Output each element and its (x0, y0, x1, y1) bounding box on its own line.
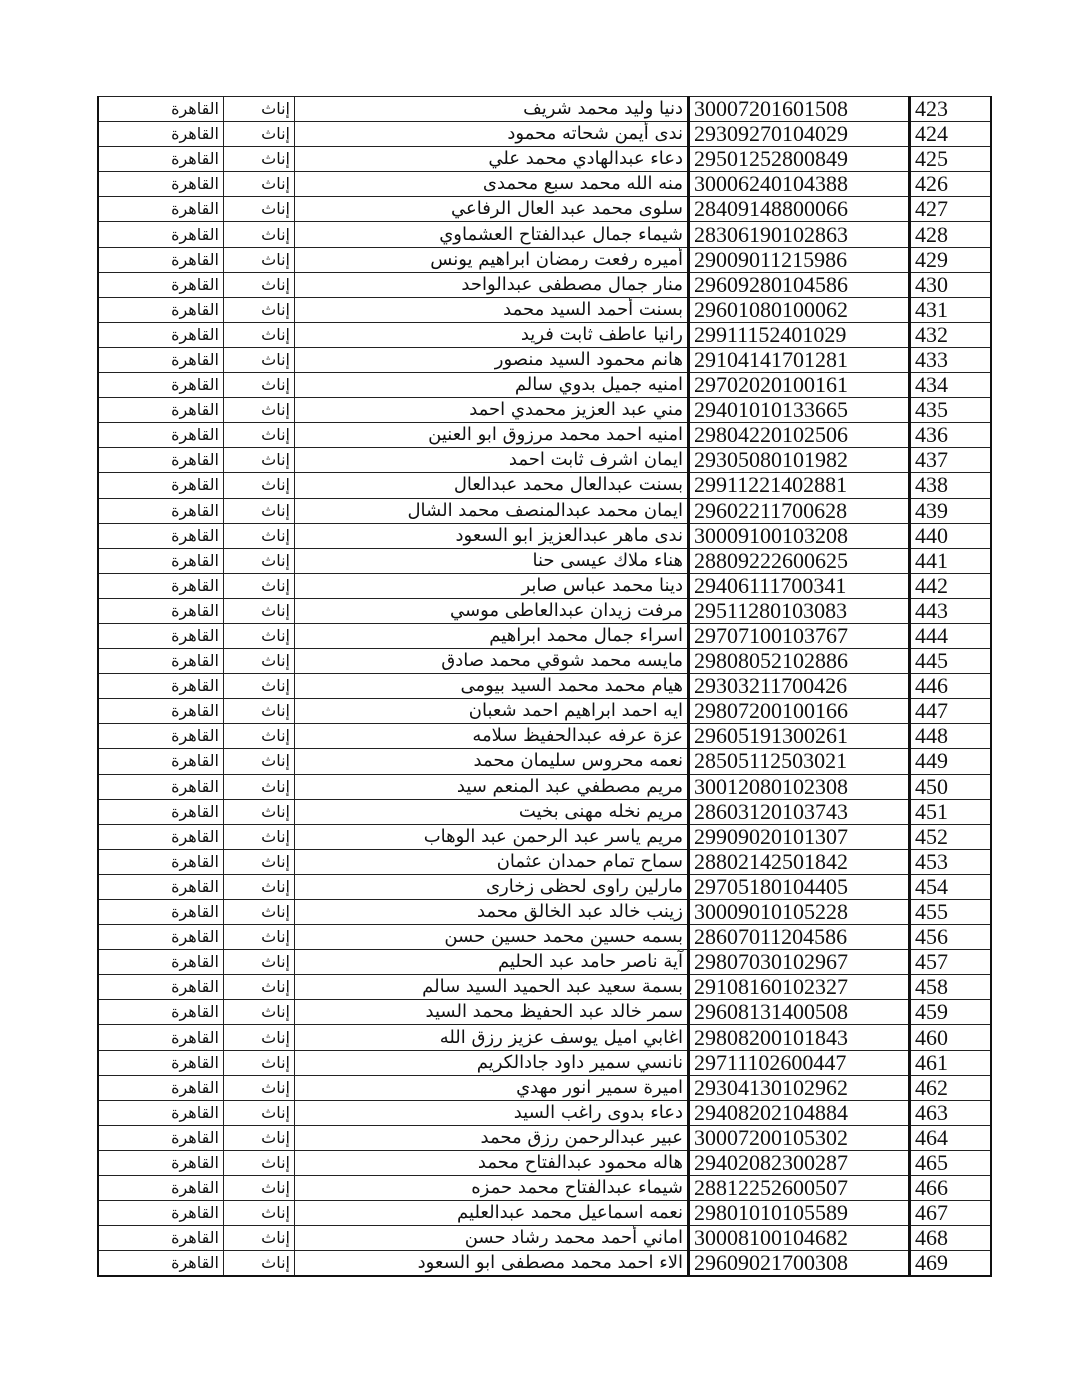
person-name-cell: ايمان محمد عبدالمنصف محمد الشال (295, 498, 689, 523)
table-row (98, 1201, 991, 1226)
row-number-cell: 445 (910, 649, 992, 674)
row-number-cell: 459 (910, 1000, 992, 1025)
national-id-cell: 28812252600507 (689, 1176, 910, 1201)
row-number-cell: 467 (910, 1201, 992, 1226)
city-cell: القاهرة (98, 925, 224, 950)
table-row (98, 598, 991, 623)
city-cell: القاهرة (98, 147, 224, 172)
city-cell: القاهرة (98, 824, 224, 849)
national-id-cell: 29501252800849 (689, 147, 910, 172)
national-id-cell: 29511280103083 (689, 598, 910, 623)
national-id-cell: 29807200100166 (689, 699, 910, 724)
person-name-cell: سمر خالد عبد الحفيظ محمد السيد (295, 1000, 689, 1025)
row-number-cell: 455 (910, 900, 992, 925)
city-cell: القاهرة (98, 498, 224, 523)
person-name-cell: رانيا عاطف ثابت فريد (295, 322, 689, 347)
row-number-cell: 434 (910, 373, 992, 398)
table-row (98, 448, 991, 473)
row-number-cell: 425 (910, 147, 992, 172)
gender-cell: إناث (224, 122, 295, 147)
person-name-cell: مريم ياسر عبد الرحمن عبد الوهاب (295, 824, 689, 849)
table-row (98, 272, 991, 297)
gender-cell: إناث (224, 975, 295, 1000)
gender-cell: إناث (224, 398, 295, 423)
row-number-cell: 446 (910, 674, 992, 699)
national-id-cell: 29911221402881 (689, 473, 910, 498)
table-row (98, 347, 991, 372)
table-row (98, 222, 991, 247)
gender-cell: إناث (224, 774, 295, 799)
person-name-cell: شيماء جمال عبدالفتاح العشماوي (295, 222, 689, 247)
row-number-cell: 450 (910, 774, 992, 799)
table-row (98, 774, 991, 799)
table-row (98, 849, 991, 874)
person-name-cell: دينا محمد عباس صابر (295, 573, 689, 598)
table-row (98, 498, 991, 523)
city-cell: القاهرة (98, 197, 224, 222)
row-number-cell: 437 (910, 448, 992, 473)
person-name-cell: اماني أحمد محمد رشاد حسن (295, 1226, 689, 1251)
gender-cell: إناث (224, 674, 295, 699)
national-id-cell: 29804220102506 (689, 423, 910, 448)
table-row (98, 1025, 991, 1050)
table-row (98, 423, 991, 448)
national-id-cell: 29601080100062 (689, 297, 910, 322)
city-cell: القاهرة (98, 649, 224, 674)
gender-cell: إناث (224, 473, 295, 498)
city-cell: القاهرة (98, 1150, 224, 1175)
row-number-cell: 452 (910, 824, 992, 849)
national-id-cell: 28306190102863 (689, 222, 910, 247)
person-name-cell: بسمة سعيد عبد الحميد السيد سالم (295, 975, 689, 1000)
row-number-cell: 441 (910, 548, 992, 573)
gender-cell: إناث (224, 1176, 295, 1201)
gender-cell: إناث (224, 699, 295, 724)
table-row (98, 398, 991, 423)
city-cell: القاهرة (98, 1050, 224, 1075)
national-id-cell: 29711102600447 (689, 1050, 910, 1075)
national-id-cell: 29801010105589 (689, 1201, 910, 1226)
person-name-cell: بسنت عبدالعال محمد عبدالعال (295, 473, 689, 498)
city-cell: القاهرة (98, 1025, 224, 1050)
row-number-cell: 466 (910, 1176, 992, 1201)
gender-cell: إناث (224, 97, 295, 122)
table-row (98, 1125, 991, 1150)
city-cell: القاهرة (98, 975, 224, 1000)
person-name-cell: ندى ماهر عبدالعزيز ابو السعود (295, 523, 689, 548)
person-name-cell: سلوى محمد عبد العال الرفاعي (295, 197, 689, 222)
table-row (98, 1150, 991, 1175)
table-row (98, 473, 991, 498)
person-name-cell: نعمه محروس سليمان محمد (295, 749, 689, 774)
gender-cell: إناث (224, 1251, 295, 1277)
national-id-cell: 29609021700308 (689, 1251, 910, 1277)
table-row (98, 147, 991, 172)
table-row (98, 900, 991, 925)
city-cell: القاهرة (98, 1226, 224, 1251)
row-number-cell: 439 (910, 498, 992, 523)
national-id-cell: 29408202104884 (689, 1100, 910, 1125)
table-row (98, 1050, 991, 1075)
person-name-cell: نانسي سمير داود جادالكريم (295, 1050, 689, 1075)
row-number-cell: 448 (910, 724, 992, 749)
national-id-cell: 29808200101843 (689, 1025, 910, 1050)
person-name-cell: ندى أيمن شحاته محمود (295, 122, 689, 147)
national-id-cell: 30009010105228 (689, 900, 910, 925)
gender-cell: إناث (224, 1125, 295, 1150)
table-row (98, 649, 991, 674)
table-row (98, 548, 991, 573)
national-id-cell: 29808052102886 (689, 649, 910, 674)
person-name-cell: عبير عبدالرحمن رزق محمد (295, 1125, 689, 1150)
gender-cell: إناث (224, 1100, 295, 1125)
gender-cell: إناث (224, 272, 295, 297)
city-cell: القاهرة (98, 674, 224, 699)
gender-cell: إناث (224, 197, 295, 222)
table-row (98, 1176, 991, 1201)
gender-cell: إناث (224, 523, 295, 548)
city-cell: القاهرة (98, 172, 224, 197)
person-name-cell: اسراء جمال محمد ابراهيم (295, 623, 689, 648)
gender-cell: إناث (224, 824, 295, 849)
person-name-cell: مريم نخله مهنى بخيت (295, 799, 689, 824)
national-id-cell: 28505112503021 (689, 749, 910, 774)
national-id-cell: 29605191300261 (689, 724, 910, 749)
gender-cell: إناث (224, 749, 295, 774)
person-name-cell: هاله محمود عبدالفتاح محمد (295, 1150, 689, 1175)
national-id-cell: 29402082300287 (689, 1150, 910, 1175)
person-name-cell: منار جمال مصطفى عبدالواحد (295, 272, 689, 297)
national-id-cell: 29104141701281 (689, 347, 910, 372)
gender-cell: إناث (224, 950, 295, 975)
row-number-cell: 438 (910, 473, 992, 498)
gender-cell: إناث (224, 1150, 295, 1175)
city-cell: القاهرة (98, 1176, 224, 1201)
table-row (98, 322, 991, 347)
person-name-cell: الاء احمد محمد مصطفى ابو السعود (295, 1251, 689, 1277)
row-number-cell: 427 (910, 197, 992, 222)
person-name-cell: منه الله محمد سبع محمدى (295, 172, 689, 197)
city-cell: القاهرة (98, 1201, 224, 1226)
table-row (98, 975, 991, 1000)
national-id-cell: 28607011204586 (689, 925, 910, 950)
row-number-cell: 457 (910, 950, 992, 975)
gender-cell: إناث (224, 849, 295, 874)
national-id-cell: 28409148800066 (689, 197, 910, 222)
row-number-cell: 442 (910, 573, 992, 598)
person-name-cell: بسنت أحمد السيد محمد (295, 297, 689, 322)
gender-cell: إناث (224, 900, 295, 925)
row-number-cell: 449 (910, 749, 992, 774)
table-row (98, 197, 991, 222)
gender-cell: إناث (224, 925, 295, 950)
national-id-cell: 29602211700628 (689, 498, 910, 523)
row-number-cell: 440 (910, 523, 992, 548)
row-number-cell: 453 (910, 849, 992, 874)
person-name-cell: عزة عرفه عبدالحفيظ سلامه (295, 724, 689, 749)
table-row (98, 373, 991, 398)
national-id-cell: 29406111700341 (689, 573, 910, 598)
person-name-cell: سماح تمام حمدان عثمان (295, 849, 689, 874)
table-row (98, 1075, 991, 1100)
row-number-cell: 465 (910, 1150, 992, 1175)
person-name-cell: هيام محمد محمد السيد بيومى (295, 674, 689, 699)
city-cell: القاهرة (98, 749, 224, 774)
gender-cell: إناث (224, 598, 295, 623)
city-cell: القاهرة (98, 473, 224, 498)
table-row (98, 749, 991, 774)
table-row (98, 122, 991, 147)
national-id-cell: 28809222600625 (689, 548, 910, 573)
row-number-cell: 433 (910, 347, 992, 372)
table-row (98, 1000, 991, 1025)
gender-cell: إناث (224, 1000, 295, 1025)
city-cell: القاهرة (98, 122, 224, 147)
gender-cell: إناث (224, 147, 295, 172)
national-id-cell: 29909020101307 (689, 824, 910, 849)
city-cell: القاهرة (98, 774, 224, 799)
table-row (98, 699, 991, 724)
city-cell: القاهرة (98, 322, 224, 347)
gender-cell: إناث (224, 573, 295, 598)
national-id-cell: 30009100103208 (689, 523, 910, 548)
national-id-cell: 29304130102962 (689, 1075, 910, 1100)
row-number-cell: 428 (910, 222, 992, 247)
national-id-cell: 28802142501842 (689, 849, 910, 874)
table-row (98, 623, 991, 648)
row-number-cell: 435 (910, 398, 992, 423)
person-name-cell: زينب خالد عبد الخالق محمد (295, 900, 689, 925)
table-row (98, 874, 991, 899)
city-cell: القاهرة (98, 900, 224, 925)
person-name-cell: اميرة سمير انور مهدي (295, 1075, 689, 1100)
person-name-cell: مارلين راوى لحظى زخارى (295, 874, 689, 899)
gender-cell: إناث (224, 1226, 295, 1251)
national-id-cell: 29303211700426 (689, 674, 910, 699)
row-number-cell: 463 (910, 1100, 992, 1125)
gender-cell: إناث (224, 1050, 295, 1075)
table-row (98, 1100, 991, 1125)
gender-cell: إناث (224, 1201, 295, 1226)
records-table (97, 96, 992, 1277)
national-id-cell: 29807030102967 (689, 950, 910, 975)
gender-cell: إناث (224, 1075, 295, 1100)
gender-cell: إناث (224, 498, 295, 523)
table-row (98, 573, 991, 598)
gender-cell: إناث (224, 247, 295, 272)
row-number-cell: 424 (910, 122, 992, 147)
row-number-cell: 468 (910, 1226, 992, 1251)
person-name-cell: اغابي اميل يوسف عزيز رزق الله (295, 1025, 689, 1050)
row-number-cell: 430 (910, 272, 992, 297)
city-cell: القاهرة (98, 423, 224, 448)
table-row (98, 950, 991, 975)
city-cell: القاهرة (98, 1125, 224, 1150)
row-number-cell: 447 (910, 699, 992, 724)
city-cell: القاهرة (98, 598, 224, 623)
national-id-cell: 29108160102327 (689, 975, 910, 1000)
row-number-cell: 423 (910, 97, 992, 122)
gender-cell: إناث (224, 172, 295, 197)
row-number-cell: 469 (910, 1251, 992, 1277)
national-id-cell: 30012080102308 (689, 774, 910, 799)
city-cell: القاهرة (98, 523, 224, 548)
national-id-cell: 29911152401029 (689, 322, 910, 347)
gender-cell: إناث (224, 297, 295, 322)
table-row (98, 523, 991, 548)
national-id-cell: 29401010133665 (689, 398, 910, 423)
table-row (98, 824, 991, 849)
person-name-cell: مريم مصطفي عبد المنعم سيد (295, 774, 689, 799)
city-cell: القاهرة (98, 1075, 224, 1100)
city-cell: القاهرة (98, 1251, 224, 1277)
city-cell: القاهرة (98, 1100, 224, 1125)
national-id-cell: 30008100104682 (689, 1226, 910, 1251)
city-cell: القاهرة (98, 799, 224, 824)
row-number-cell: 456 (910, 925, 992, 950)
person-name-cell: مني عبد العزيز محمدي احمد (295, 398, 689, 423)
table-row (98, 724, 991, 749)
person-name-cell: امنيه جميل بدوي سالم (295, 373, 689, 398)
gender-cell: إناث (224, 799, 295, 824)
gender-cell: إناث (224, 1025, 295, 1050)
city-cell: القاهرة (98, 448, 224, 473)
city-cell: القاهرة (98, 97, 224, 122)
person-name-cell: دعاء عبدالهادي محمد علي (295, 147, 689, 172)
national-id-cell: 29707100103767 (689, 623, 910, 648)
row-number-cell: 460 (910, 1025, 992, 1050)
person-name-cell: أميره رفعت رمضان ابراهيم يونس (295, 247, 689, 272)
national-id-cell: 30006240104388 (689, 172, 910, 197)
table-row (98, 925, 991, 950)
row-number-cell: 443 (910, 598, 992, 623)
row-number-cell: 429 (910, 247, 992, 272)
gender-cell: إناث (224, 874, 295, 899)
gender-cell: إناث (224, 322, 295, 347)
national-id-cell: 29305080101982 (689, 448, 910, 473)
row-number-cell: 444 (910, 623, 992, 648)
row-number-cell: 426 (910, 172, 992, 197)
row-number-cell: 464 (910, 1125, 992, 1150)
person-name-cell: آية ناصر حامد عبد الحليم (295, 950, 689, 975)
city-cell: القاهرة (98, 874, 224, 899)
row-number-cell: 431 (910, 297, 992, 322)
city-cell: القاهرة (98, 247, 224, 272)
city-cell: القاهرة (98, 849, 224, 874)
gender-cell: إناث (224, 649, 295, 674)
row-number-cell: 454 (910, 874, 992, 899)
national-id-cell: 29609280104586 (689, 272, 910, 297)
gender-cell: إناث (224, 373, 295, 398)
gender-cell: إناث (224, 347, 295, 372)
person-name-cell: دنيا وليد محمد شريف (295, 97, 689, 122)
row-number-cell: 451 (910, 799, 992, 824)
city-cell: القاهرة (98, 1000, 224, 1025)
gender-cell: إناث (224, 724, 295, 749)
city-cell: القاهرة (98, 347, 224, 372)
table-row (98, 1251, 991, 1277)
table-row (98, 674, 991, 699)
city-cell: القاهرة (98, 398, 224, 423)
person-name-cell: مرفت زيدان عبدالعاطى موسي (295, 598, 689, 623)
national-id-cell: 29608131400508 (689, 1000, 910, 1025)
gender-cell: إناث (224, 448, 295, 473)
city-cell: القاهرة (98, 699, 224, 724)
city-cell: القاهرة (98, 548, 224, 573)
city-cell: القاهرة (98, 222, 224, 247)
row-number-cell: 436 (910, 423, 992, 448)
person-name-cell: مايسه محمد شوقي محمد صادق (295, 649, 689, 674)
person-name-cell: دعاء بدوى راغب السيد (295, 1100, 689, 1125)
gender-cell: إناث (224, 423, 295, 448)
city-cell: القاهرة (98, 373, 224, 398)
person-name-cell: نعمه اسماعيل محمد عبدالعليم (295, 1201, 689, 1226)
person-name-cell: شيماء عبدالفتاح محمد حمزه (295, 1176, 689, 1201)
table-row (98, 297, 991, 322)
person-name-cell: امنيه احمد محمد مرزوق ابو العنين (295, 423, 689, 448)
city-cell: القاهرة (98, 297, 224, 322)
national-id-cell: 29702020100161 (689, 373, 910, 398)
city-cell: القاهرة (98, 272, 224, 297)
city-cell: القاهرة (98, 573, 224, 598)
person-name-cell: هانم محمود السيد منصور (295, 347, 689, 372)
table-row (98, 247, 991, 272)
person-name-cell: بسمه حسين محمد حسين حسن (295, 925, 689, 950)
row-number-cell: 461 (910, 1050, 992, 1075)
national-id-cell: 29705180104405 (689, 874, 910, 899)
person-name-cell: هناء ملاك عيسى حنا (295, 548, 689, 573)
national-id-cell: 29309270104029 (689, 122, 910, 147)
national-id-cell: 30007201601508 (689, 97, 910, 122)
row-number-cell: 432 (910, 322, 992, 347)
gender-cell: إناث (224, 548, 295, 573)
gender-cell: إناث (224, 623, 295, 648)
row-number-cell: 458 (910, 975, 992, 1000)
national-id-cell: 28603120103743 (689, 799, 910, 824)
city-cell: القاهرة (98, 724, 224, 749)
gender-cell: إناث (224, 222, 295, 247)
person-name-cell: ايمان اشرف ثابت احمد (295, 448, 689, 473)
city-cell: القاهرة (98, 950, 224, 975)
row-number-cell: 462 (910, 1075, 992, 1100)
table-row (98, 97, 991, 122)
table-row (98, 799, 991, 824)
table-row (98, 1226, 991, 1251)
national-id-cell: 30007200105302 (689, 1125, 910, 1150)
table-row (98, 172, 991, 197)
person-name-cell: ايه احمد ابراهيم احمد شعبان (295, 699, 689, 724)
table-body (98, 97, 991, 1277)
city-cell: القاهرة (98, 623, 224, 648)
national-id-cell: 29009011215986 (689, 247, 910, 272)
